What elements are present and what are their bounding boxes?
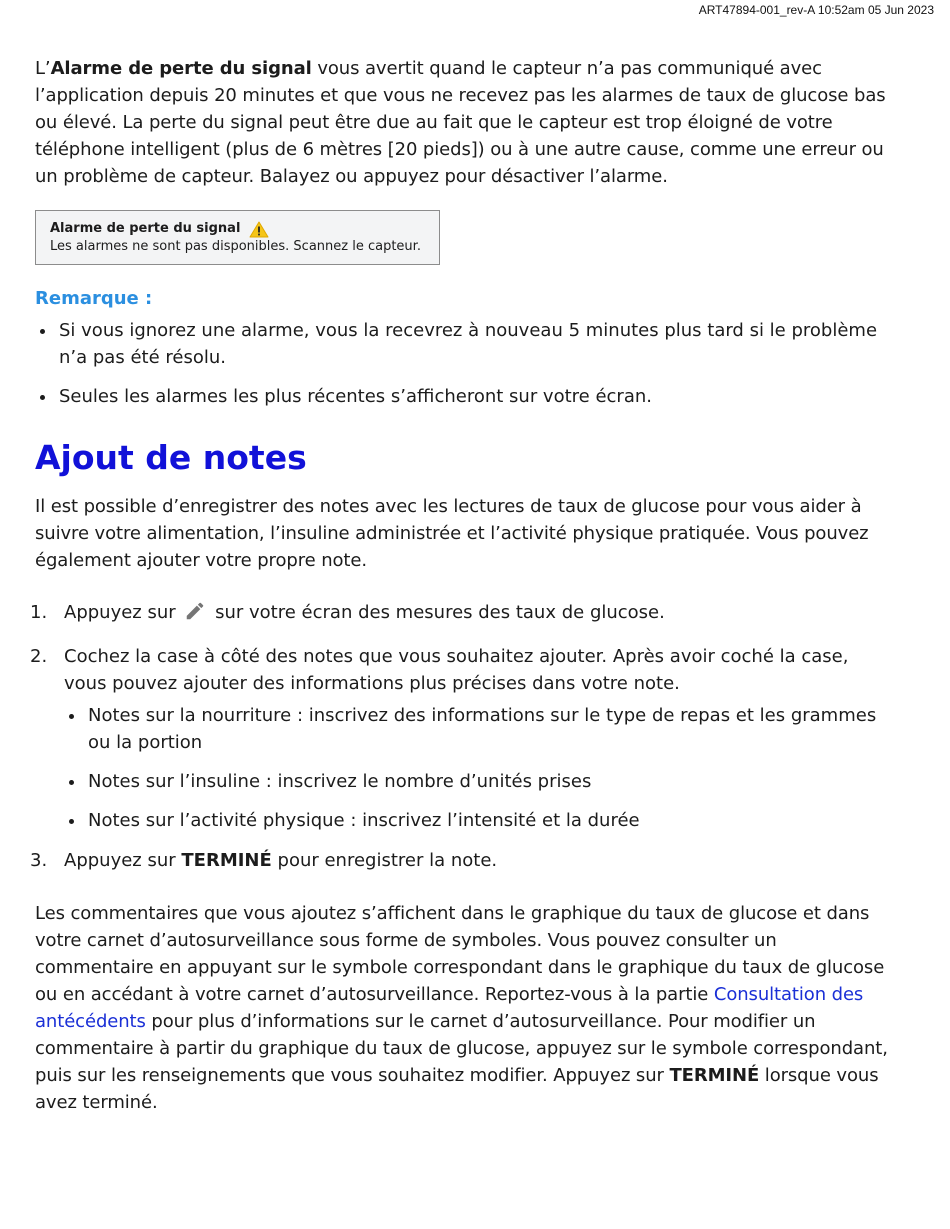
alert-title: Alarme de perte du signal bbox=[50, 221, 241, 236]
note-heading: Remarque : bbox=[35, 288, 153, 309]
list-item: Notes sur la nourriture : inscrivez des informations sur le type de repas et les grammes ou la portion bbox=[64, 702, 895, 756]
intro-paragraph bbox=[35, 55, 895, 190]
notes-types-list bbox=[64, 702, 895, 834]
alert-title-row bbox=[50, 220, 425, 238]
closing-part-3: lorsque vous avez terminé. bbox=[35, 1065, 879, 1113]
list-item: Si vous ignorez une alarme, vous la recevrez à nouveau 5 minutes plus tard si le problème n’a pas été résolu. bbox=[35, 317, 895, 371]
step-2 bbox=[30, 643, 895, 834]
step-3-bold: TERMINÉ bbox=[181, 850, 272, 871]
step-1-before: Appuyez sur bbox=[64, 602, 176, 623]
step-3-after: pour enregistrer la note. bbox=[271, 850, 498, 871]
section-intro: Il est possible d’enregistrer des notes avec les lectures de taux de glucose pour vous aider à suivre votre alimentation, l’insuline administrée et l’activité physique pratiquée. Vous pouvez également ajouter votre propre note. bbox=[35, 496, 869, 571]
step-1 bbox=[30, 599, 895, 630]
document-stamp: ART47894-001_rev-A 10:52am 05 Jun 2023 bbox=[698, 3, 934, 17]
list-item: Notes sur l’activité physique : inscrivez l’intensité et la durée bbox=[64, 807, 895, 834]
step-2-text: Cochez la case à côté des notes que vous souhaitez ajouter. Après avoir coché la case, vous pouvez ajouter des informations plus précises dans votre note. bbox=[64, 646, 849, 694]
warning-icon bbox=[249, 221, 269, 238]
step-number: 3. bbox=[30, 850, 48, 871]
steps-list bbox=[30, 599, 895, 874]
step-3 bbox=[30, 847, 895, 874]
closing-part-1: Les commentaires que vous ajoutez s’affichent dans le graphique du taux de glucose et dans votre carnet d’autosurveillance sous forme de symboles. Vous pouvez consulter un commentaire en appuyant sur le symbole correspondant dans le graphique du taux de glucose ou en accédant à votre carnet d’autosurveillance. Reportez-vous à la partie bbox=[35, 903, 885, 1005]
pencil-icon bbox=[183, 600, 207, 630]
list-item: Seules les alarmes les plus récentes s’afficheront sur votre écran. bbox=[35, 383, 895, 410]
signal-loss-alert-example bbox=[35, 210, 440, 265]
step-1-after: sur votre écran des mesures des taux de glucose. bbox=[209, 602, 665, 623]
step-3-before: Appuyez sur bbox=[64, 850, 182, 871]
list-item: Notes sur l’insuline : inscrivez le nombre d’unités prises bbox=[64, 768, 895, 795]
step-number: 2. bbox=[30, 646, 48, 667]
alert-message: Les alarmes ne sont pas disponibles. Scannez le capteur. bbox=[50, 239, 421, 254]
closing-bold: TERMINÉ bbox=[669, 1065, 760, 1086]
closing-part-2: pour plus d’informations sur le carnet d’autosurveillance. Pour modifier un commentaire à partir du graphique du taux de glucose, appuyez sur le symbole correspondant, puis sur les renseignements que vous souhaitez modifier. Appuyez sur bbox=[35, 1011, 888, 1086]
note-list bbox=[35, 317, 895, 410]
closing-paragraph bbox=[35, 900, 895, 1116]
intro-bold-term: Alarme de perte du signal bbox=[50, 58, 312, 79]
section-title: Ajout de notes bbox=[35, 438, 307, 477]
document-page bbox=[30, 55, 895, 1116]
step-number: 1. bbox=[30, 602, 48, 623]
intro-prefix: L’ bbox=[35, 58, 51, 79]
intro-text: vous avertit quand le capteur n’a pas communiqué avec l’application depuis 20 minutes et que vous ne recevez pas les alarmes de taux de glucose bas ou élevé. La perte du signal peut être due au fait que le capteur est trop éloigné de votre téléphone intelligent (plus de 6 mètres [20 pieds]) ou à une autre cause, comme une erreur ou un problème de capteur. Balayez ou appuyez pour désactiver l’alarme. bbox=[35, 58, 886, 187]
history-link[interactable]: Consultation des antécédents bbox=[35, 984, 864, 1032]
